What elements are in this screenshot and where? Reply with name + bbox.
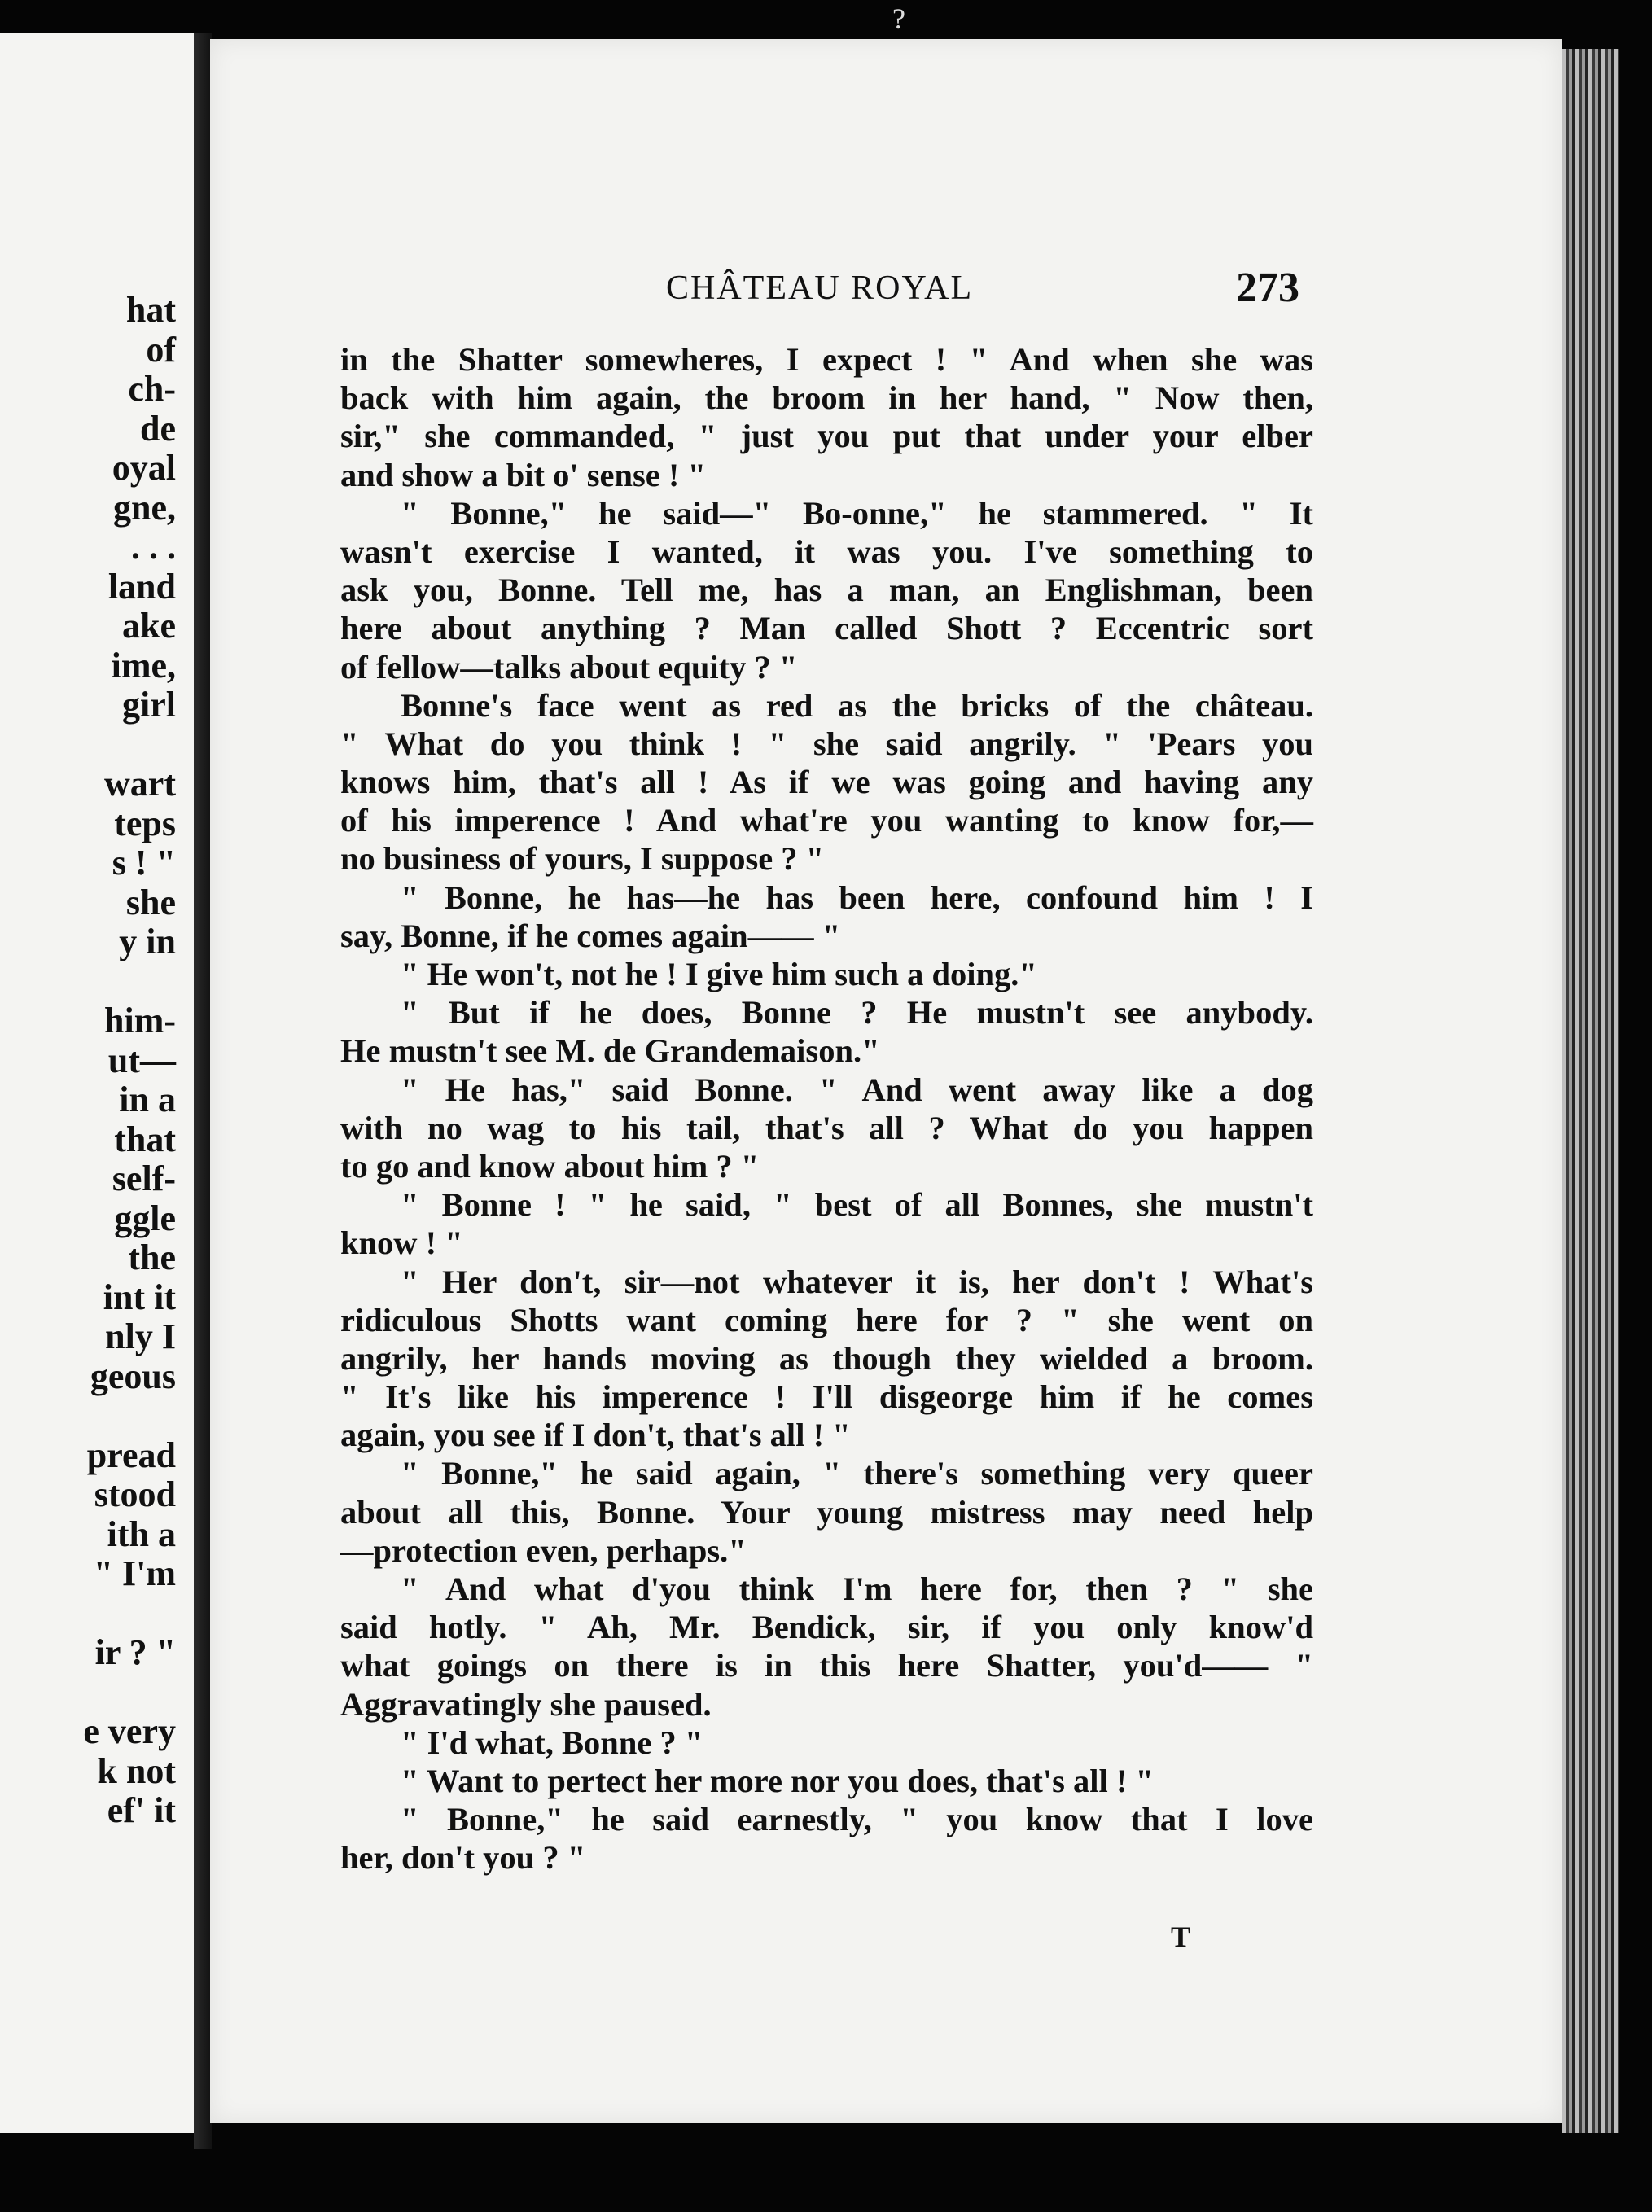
- left-page-fragment: ef' it: [107, 1790, 176, 1830]
- text-line: in the Shatter somewheres, I expect ! " And when she was: [340, 341, 1313, 378]
- left-page-fragment: she: [125, 882, 176, 922]
- text-line: ridiculous Shotts want coming here for ? " she went on: [340, 1301, 1313, 1338]
- left-page-fragment: him-: [104, 1001, 176, 1040]
- text-line: He mustn't see M. de Grandemaison.": [340, 1032, 880, 1070]
- text-line: her, don't you ? ": [340, 1839, 586, 1877]
- text-line: back with him again, the broom in her hand, " Now then,: [340, 379, 1313, 417]
- text-line: " I'd what, Bonne ? ": [401, 1724, 703, 1761]
- left-page-fragment: . . .: [131, 527, 176, 567]
- text-line: ask you, Bonne. Tell me, has a man, an Englishman, been: [340, 572, 1313, 609]
- text-line: what goings on there is in this here Shatter, you'd—— ": [340, 1647, 1313, 1684]
- text-line: knows him, that's all ! As if we was going and having any: [340, 764, 1313, 801]
- text-line: know ! ": [340, 1224, 463, 1262]
- text-line: " Bonne ! " he said, " best of all Bonnes, she mustn't: [401, 1186, 1313, 1224]
- signature-mark: T: [1171, 1921, 1191, 1953]
- text-line: " Bonne, he has—he has been here, confound him ! I: [401, 878, 1313, 916]
- left-page-fragment: the: [128, 1237, 176, 1277]
- left-page-fragment: k not: [97, 1750, 176, 1791]
- left-page-fragment: pread: [86, 1435, 176, 1475]
- text-line: " Want to pertect her more nor you does, that's all ! ": [401, 1762, 1155, 1799]
- text-line: " Bonne," he said earnestly, " you know that I love: [401, 1801, 1313, 1838]
- text-line: " He has," said Bonne. " And went away like a dog: [401, 1071, 1313, 1108]
- page-edges: [1562, 49, 1619, 2133]
- left-page-fragment: int it: [103, 1277, 176, 1317]
- left-page-fragment: hat: [125, 290, 176, 330]
- left-page-fragment: land: [107, 566, 176, 607]
- left-page-fragment: geous: [90, 1356, 176, 1396]
- left-page-fragment: of: [146, 329, 176, 370]
- text-line: no business of yours, I suppose ? ": [340, 840, 825, 878]
- text-line: and show a bit o' sense ! ": [340, 456, 706, 493]
- left-page-fragment: s ! ": [112, 843, 176, 883]
- left-page-fragment: ir ? ": [94, 1632, 176, 1672]
- text-line: " Her don't, sir—not whatever it is, her don't ! What's: [401, 1263, 1313, 1300]
- right-page: [210, 39, 1562, 2123]
- text-line: " It's like his imperence ! I'll disgeorge him if he comes: [340, 1378, 1313, 1416]
- text-line: " What do you think ! " she said angrily. " 'Pears you: [340, 725, 1313, 762]
- left-facing-page: [0, 33, 196, 2133]
- text-line: about all this, Bonne. Your young mistress may need help: [340, 1493, 1313, 1531]
- text-line: " He won't, not he ! I give him such a doing.": [401, 956, 1037, 992]
- text-line: again, you see if I don't, that's all ! ": [340, 1417, 851, 1454]
- left-page-fragment: ith a: [107, 1513, 176, 1554]
- text-line: sir," she commanded, " just you put that under your elber: [340, 418, 1313, 455]
- left-page-fragment: girl: [122, 685, 176, 725]
- top-mark: ?: [892, 2, 905, 35]
- text-line: said hotly. " Ah, Mr. Bendick, sir, if you only know'd: [340, 1609, 1313, 1646]
- left-page-fragment: stood: [94, 1474, 176, 1514]
- left-page-fragment: gne,: [113, 487, 176, 528]
- left-page-fragment: de: [140, 408, 176, 449]
- left-page-fragment: ut—: [107, 1040, 176, 1080]
- text-line: here about anything ? Man called Shott ? Eccentric sort: [340, 610, 1313, 647]
- running-head: CHÂTEAU ROYAL: [666, 269, 974, 307]
- page-header: [210, 265, 1562, 318]
- left-page-fragment: teps: [114, 803, 176, 843]
- page-number: 273: [1236, 265, 1299, 311]
- left-page-fragment: nly I: [105, 1316, 176, 1356]
- text-line: " Bonne," he said again, " there's something very queer: [401, 1455, 1313, 1492]
- left-page-fragment: oyal: [112, 448, 176, 488]
- text-line: " Bonne," he said—" Bo-onne," he stammered. " It: [401, 494, 1313, 532]
- book-gutter: [194, 33, 212, 2149]
- text-line: " But if he does, Bonne ? He mustn't see anybody.: [401, 994, 1313, 1032]
- text-line: " And what d'you think I'm here for, then ? " she: [401, 1570, 1313, 1607]
- left-page-fragment: ch-: [128, 369, 176, 409]
- text-line: of fellow—talks about equity ? ": [340, 648, 798, 686]
- left-page-fragment: ime,: [111, 645, 176, 686]
- left-page-fragment: wart: [104, 764, 176, 804]
- text-line: to go and know about him ? ": [340, 1147, 760, 1185]
- text-line: angrily, her hands moving as though they wielded a broom.: [340, 1339, 1313, 1377]
- left-page-fragment: ggle: [114, 1198, 176, 1238]
- text-line: of his imperence ! And what're you wanting to know for,—: [340, 802, 1313, 839]
- left-page-fragment: that: [114, 1119, 176, 1159]
- left-page-fragment: self-: [112, 1159, 176, 1198]
- text-line: say, Bonne, if he comes again—— ": [340, 917, 841, 954]
- text-line: Bonne's face went as red as the bricks of the château.: [401, 686, 1313, 724]
- text-line: —protection even, perhaps.": [340, 1531, 747, 1569]
- left-page-fragment: y in: [119, 922, 176, 961]
- text-line: with no wag to his tail, that's all ? What do you happen: [340, 1109, 1313, 1146]
- text-line: wasn't exercise I wanted, it was you. I've something to: [340, 532, 1313, 570]
- left-page-fragment: in a: [119, 1080, 176, 1119]
- text-line: Aggravatingly she paused.: [340, 1685, 712, 1723]
- left-page-fragment: ake: [122, 606, 176, 646]
- body-text: [340, 340, 1313, 1877]
- left-page-fragment: e very: [83, 1711, 176, 1751]
- left-page-fragment: " I'm: [93, 1553, 176, 1593]
